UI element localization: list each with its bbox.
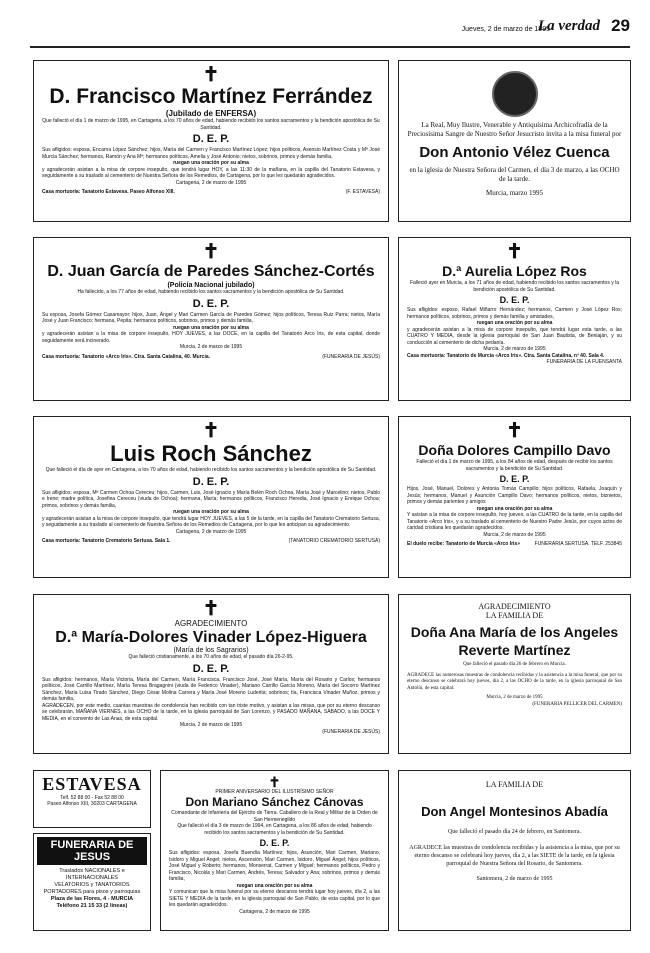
notice-intro: La Real, Muy Ilustre, Venerable y Antiquísima Archicofradía de la Preciosísima Sangre de Nuestro Señor Jesucristo invita a la misa funeral por bbox=[407, 121, 622, 138]
deceased-name: D.ª Aurelia López Ros bbox=[442, 263, 587, 279]
obituary-notice bbox=[398, 237, 631, 401]
notice-intro: Que falleció el día 1 de marzo de 1995, en Cartagena, a los 70 años de edad, habiendo recibido los santos sacramentos y la bendición apostólica de Su Santidad. bbox=[42, 118, 380, 131]
obituary-notice bbox=[398, 594, 631, 754]
notice-prayer: ruegan una oración por su alma bbox=[173, 324, 249, 331]
obituary-notice bbox=[398, 60, 631, 222]
acknowledgement-label: AGRADECIMIENTO bbox=[478, 602, 551, 611]
notice-intro: Falleció ayer en Murcia, a los 71 años de edad, habiendo recibido los santos sacramentos y la bendición apostólica de Su Santidad. bbox=[409, 280, 619, 293]
notice-mass: y agradecerán asistan a la misa de corpore insepulto, HOY JUEVES, a las DOCE, en la capilla del Tanatorio Arco Iris, de esta capital, donde seguidamente será incinerado. bbox=[42, 331, 380, 344]
dep-label: D. E. P. bbox=[192, 297, 230, 310]
notice-place-date: Murcia, marzo 1995 bbox=[486, 189, 543, 197]
notice-mass: y agradecerán asistan a la misa de corpore insepulto, que tendrá lugar HOY JUEVES, a las 5 de la tarde, en la capilla del Tanatorio Crematorio Sertusa, y seguidamente a su traslado al cementerio de Nuestra Señora de los Remedios de Cartagena, por lo que les anticipan su agradecimiento. bbox=[42, 515, 380, 528]
notice-mass: en la iglesia de Nuestra Señora del Carmen, el día 3 de marzo, a las OCHO de la tarde. bbox=[409, 166, 620, 183]
obituary-notice bbox=[398, 416, 631, 578]
anniversary-label: PRIMER ANIVERSARIO DEL ILUSTRÍSIMO SEÑOR bbox=[215, 789, 334, 795]
cross-icon: ✝ bbox=[268, 774, 281, 790]
notice-intro: Ha fallecido, a los 77 años de edad, habiendo recibido los santos sacramentos y la bendición apostólica de Su Santidad. bbox=[77, 289, 345, 295]
notice-mass: AGRADECE las muestras de condolencia recibidas y la asistencia a la misa, que por su eterno descanso se celebrará hoy jueves, día 2, a las SIETE de la tarde, en la iglesia parroquial de Nuestra Señora del Rosario, de Santomera. bbox=[409, 845, 620, 867]
obituary-notice bbox=[33, 60, 389, 222]
ad-address: Plaza de las Flores, 4 - MURCIA bbox=[50, 896, 134, 902]
funeraria-jesus-title: FUNERARIA DE JESUS bbox=[37, 837, 147, 865]
cross-icon: ✝ bbox=[202, 420, 220, 442]
brotherhood-emblem-icon bbox=[492, 71, 538, 117]
notice-mass: AGRADECEN, por este medio, cuantas muestras de condolencia han recibido con tan triste motivo, y asistan a las misas, que por su eterno descanso se celebrarán, MAÑANA VIERNES, a las OCHO de la tarde, en la iglesia parroquial de San Lorenzo, y PASADO MAÑANA, SÁBADO, a las DOCE Y MEDIA, en el convento de Las Anas, de esta capital. bbox=[42, 702, 380, 722]
notice-house: Casa mortuoria: Tanatorio de Murcia «Arco Iris». Ctra. Santa Catalina, nº 40. Sala 4. bbox=[407, 352, 605, 359]
dep-label: D. E. P. bbox=[192, 133, 230, 145]
deceased-subtitle: (Jubilado de ENFERSA) bbox=[165, 109, 257, 118]
obituary-notice bbox=[33, 237, 389, 401]
acknowledgement-label: AGRADECIMIENTO bbox=[174, 619, 248, 628]
notice-prayer: ruegan una oración por su alma bbox=[236, 882, 313, 889]
cross-icon: ✝ bbox=[506, 420, 523, 442]
obituary-notice bbox=[160, 770, 389, 931]
deceased-name: Doña Ana María de los Angeles Reverte Martínez bbox=[410, 624, 619, 658]
funeral-home: (F. ESTAVESA) bbox=[345, 189, 380, 195]
notice-house: Casa mortuoria: Tanatorio «Arco Iris». Ctra. Santa Catalina, 40. Murcia. bbox=[42, 353, 211, 360]
notice-mass: y agradecerán asistan a la misa de corpore insepulto, que tendrá lugar HOY, a las 11:30 de la mañana, en la capilla del Tanatorio Estavesa, y seguidamente a su traslado al cementerio de Nuestra Señora de los Remedios, de Cartagena, por lo que les quedarán agradecidos. bbox=[42, 166, 380, 179]
notice-mass: AGRADECE las numerosas muestras de condolencia recibidas y la asistencia a la misa funeral, que por su eterno descanso se celebrará hoy jueves, día 2, a las OCHO de la tarde, en la iglesia parroquial de San Antolín, de esta capital. bbox=[407, 672, 622, 691]
deceased-name: D. Juan García de Paredes Sánchez-Cortés bbox=[47, 263, 375, 280]
ad-phone: Teléfono 21 15 33 (2 líneas) bbox=[56, 903, 128, 909]
notice-place-date: Santomera, 2 de marzo de 1995 bbox=[476, 876, 553, 882]
deceased-name: Doña Dolores Campillo Davo bbox=[418, 442, 611, 458]
notice-house: El duelo recibe: Tanatorio de Murcia «Arco Iris» bbox=[407, 541, 520, 547]
notice-mass: y agradecerán asistan a la misa de corpore insepulto, que tendrá lugar esta tarde, a las CUATRO Y MEDIA, desde la iglesia parroquial de San Juan Bautista, de Beniaján, y su conducción al cementerio de dicha pedanía. bbox=[407, 326, 622, 346]
notice-prayer: ruegan una oración por su alma bbox=[173, 160, 249, 166]
notice-family: Sus afligidos: esposa, Encarna López Sánchez; hijos, María del Carmen y Francisco Martínez López; hijos políticos, Asensio Martínez Costa y Mª José Murcia Sánchez; hermanos, Ramón y Ana Mª; hermanos políticos, Amelia y José Antonio; nietos, sobrinos, primos y demás familia, bbox=[42, 147, 380, 160]
estavesa-address: Paseo Alfonso XIII, 30203 CARTAGENA bbox=[47, 801, 137, 807]
notice-place-date: Murcia, 2 de marzo de 1995 bbox=[179, 722, 243, 728]
notice-place-date: Cartagena, 2 de marzo de 1995 bbox=[239, 908, 310, 915]
page-header bbox=[30, 12, 630, 48]
notice-mass: Y comunican que la misa funeral por su eterno descanso tendrá lugar hoy jueves, día 2, a las SIETE Y MEDIA de la tarde, en la iglesia parroquial de San Pablo, de esta capital, por lo que les quedarán agradecidos. bbox=[169, 889, 380, 908]
dep-label: D. E. P. bbox=[192, 662, 230, 675]
notice-intro: Que falleció cristianamente, a los 70 años de edad, el pasado día 26-2-95. bbox=[128, 654, 294, 660]
funeral-home: FUNERARIA DE LA FUENSANTA bbox=[546, 359, 622, 365]
notice-intro: Que falleció el día 3 de marzo de 1994, en Cartagena, a los 86 años de edad, habiendo recibido los santos sacramentos y la bendición de Su Santidad. bbox=[177, 823, 372, 836]
deceased-name: D. Francisco Martínez Ferrández bbox=[49, 85, 373, 108]
notice-house: Casa mortuoria: Tanatorio Estavesa. Paseo Alfonso XIII. bbox=[42, 189, 175, 195]
funeral-home: FUNERARIA SERTUSA. TELF. 253845 bbox=[534, 541, 622, 547]
ad-line: Traslados NACIONALES e INTERNACIONALES bbox=[59, 868, 125, 881]
notice-place-date: Murcia, 2 de marzo de 1995 bbox=[486, 695, 543, 700]
estavesa-phone: Telf. 52 88 00 - Fax 52 88 00 bbox=[60, 795, 124, 801]
dep-label: D. E. P. bbox=[499, 295, 530, 305]
deceased-subtitle: (Policía Nacional jubilado) bbox=[167, 282, 255, 289]
ad-line: PORTADORES para pisos y parroquias bbox=[43, 889, 141, 895]
estavesa-ad bbox=[33, 770, 151, 828]
dep-label: D. E. P. bbox=[499, 474, 530, 484]
header-date: Jueves, 2 de marzo de 1995 bbox=[461, 26, 550, 33]
funeral-home: (FUNERARIA DE JESÚS) bbox=[322, 728, 380, 735]
deceased-name: D.ª María-Dolores Vinader López-Higuera bbox=[55, 629, 367, 646]
deceased-name: Luis Roch Sánchez bbox=[110, 441, 312, 466]
cross-icon: ✝ bbox=[202, 64, 220, 86]
notice-intro: Que falleció el pasado día 26 de febrero en Murcia. bbox=[463, 662, 566, 667]
deceased-name: Don Antonio Vélez Cuenca bbox=[419, 144, 610, 161]
notice-prayer: ruegan una oración por su alma bbox=[173, 509, 249, 515]
cross-icon: ✝ bbox=[506, 241, 523, 263]
notice-family: Sus afligidos: esposa, Josefa Buendía Martínez; hijos, Asunción, Mari Carmen, Mariano, Isidoro y Miguel Angel; nietos, Ascensión, Mari Carmen, Isidoro, Miguel Ángel; hijos políticos, José Miguel y Roberto; hermanos, Monserrat, Carmen y Miguel; hermanos políticos, Pedro y Francisco, Nicolás y Mari Carmen, Andrés, Teresa; Salvador y Ana; sobrinos, primos y demás familia, bbox=[169, 850, 380, 882]
notice-family: Sus afligidos: esposo, Rafael Miñarro Hernández; hermanos, Carmen y José López Ros; hermanos políticos, sobrinos, primos y demás familia y amistades, bbox=[407, 307, 622, 320]
deceased-subtitle: Comandante de Infantería del Ejército de Tierra. Caballero de la Real y Militar de la Orden de San Hermenegildo bbox=[171, 810, 378, 823]
funeraria-jesus-ad bbox=[33, 833, 151, 931]
family-label: LA FAMILIA DE bbox=[485, 611, 544, 620]
notice-intro: Que falleció el día de ayer en Cartagena, a los 70 años de edad, habiendo recibido los santos sacramentos y la bendición apostólica de Su Santidad. bbox=[45, 467, 377, 473]
obituary-notice bbox=[398, 770, 631, 931]
notice-mass: Y asistan a la misa de corpore insepulto, hoy jueves, a las CUATRO de la tarde, en la capilla del Tanatorio «Arco Iris», y a su traslado al cementerio de Nuestro Padre Jesús, por cuyos actos de caridad cristiana les quedarán agradecidos. bbox=[407, 512, 622, 531]
notice-prayer: ruegan una oración por su alma bbox=[476, 320, 553, 326]
notice-family: Sus afligidos: esposa, Mª Carmen Ochoa Cereceu; hijos, Carmen, Luis, José Ignacio y María Belén Roch Ochoa, María José y Marcelino; nietos, Pablo e Irene; madre política, Josefina Cereceu (viuda de Ochoa); hermana, María; hermanos políticos, Francisco Heredia, José Ignacio y Enrique Ochoa; primos, sobrinos y demás familia, bbox=[42, 489, 380, 509]
dep-label: D. E. P. bbox=[259, 838, 290, 848]
estavesa-logo: ESTAVESA bbox=[42, 774, 142, 794]
deceased-subtitle: (María de los Sagrarios) bbox=[173, 647, 249, 654]
notice-family: Hijos, José, Manuel, Dolores y Antonia Tomás Campillo; hijos políticos, Rafaela, Joaquín y Jesús; hermanos, Manuel y Asunción Campillo Davo; hermanos políticos, nietos, biznietos, primos y demás parientes y amigos bbox=[407, 486, 622, 505]
cross-icon: ✝ bbox=[202, 598, 220, 620]
notice-house: Casa mortuoria: Tanatorio Crematorio Sertusa. Sala 1. bbox=[42, 538, 171, 544]
notice-place-date: Murcia, 2 de marzo de 1995 bbox=[483, 531, 546, 538]
notice-prayer: ruegan una oración por su alma bbox=[476, 505, 553, 512]
funeral-home: (TANATORIO CREMATORIO SERTUSA) bbox=[288, 538, 380, 544]
deceased-name: Don Mariano Sánchez Cánovas bbox=[185, 795, 364, 809]
notice-family: Sus afligidos: hermanos, María Victoria, María del Carmen, María Francisca, Francisco José, José María, María del Rosario y Carlos; hermanos políticos, José Carrillo Martínez, María Teresa Bragagnini (viuda de Federico Vinader), Mariano Carrillo García Moreno, María del Socorro Martínez Sánchez, María Luisa Tirado Sánchez, Diego César Molina Carrera y María José Moreno Luderita; sobrinos; tía, Francisca Vinader Muñoz, primos y demás familia, bbox=[42, 676, 380, 702]
notice-place-date: Murcia, 2 de marzo de 1995 bbox=[179, 344, 243, 350]
family-label: LA FAMILIA DE bbox=[485, 780, 544, 789]
funeral-home: (FUNERARIA DE JESÚS) bbox=[322, 353, 380, 360]
notice-family: Su esposa, Josefa Gómez Casamayor; hijos, Juan, Ángel y Mari Carmen García de Paredes Gómez; hijos políticos, Teresa Ruiz Parra; nietos, María José y Juan Francisco; hermana, Pepita; hermanos políticos, sobrinos, primos y demás familia, bbox=[42, 311, 380, 324]
page-number: 29 bbox=[611, 16, 630, 35]
obituary-notice bbox=[33, 594, 389, 754]
deceased-name: Don Angel Montesinos Abadía bbox=[421, 804, 608, 819]
obituary-notice bbox=[33, 416, 389, 578]
notice-place-date: Cartagena, 2 de marzo de 1995 bbox=[175, 528, 247, 535]
funeral-home: (FUNERARIA PELLICER DEL CARMEN) bbox=[532, 701, 622, 707]
cross-icon: ✝ bbox=[202, 241, 220, 263]
notice-place-date: Murcia, 2 de marzo de 1995 bbox=[483, 346, 546, 352]
notice-intro: Que falleció el pasado día 24 de febrero, en Santomera. bbox=[447, 829, 582, 835]
newspaper-name: La verdad bbox=[537, 18, 600, 34]
dep-label: D. E. P. bbox=[192, 475, 230, 488]
notice-intro: Falleció el día 1 de marzo de 1995, a los 84 años de edad, después de recibir los santos sacramentos y la bendición de Su Santidad. bbox=[416, 459, 613, 472]
ad-line: VELATORIOS y TANATORIOS bbox=[54, 882, 130, 888]
notice-place-date: Cartagena, 2 de marzo de 1995 bbox=[175, 179, 247, 186]
